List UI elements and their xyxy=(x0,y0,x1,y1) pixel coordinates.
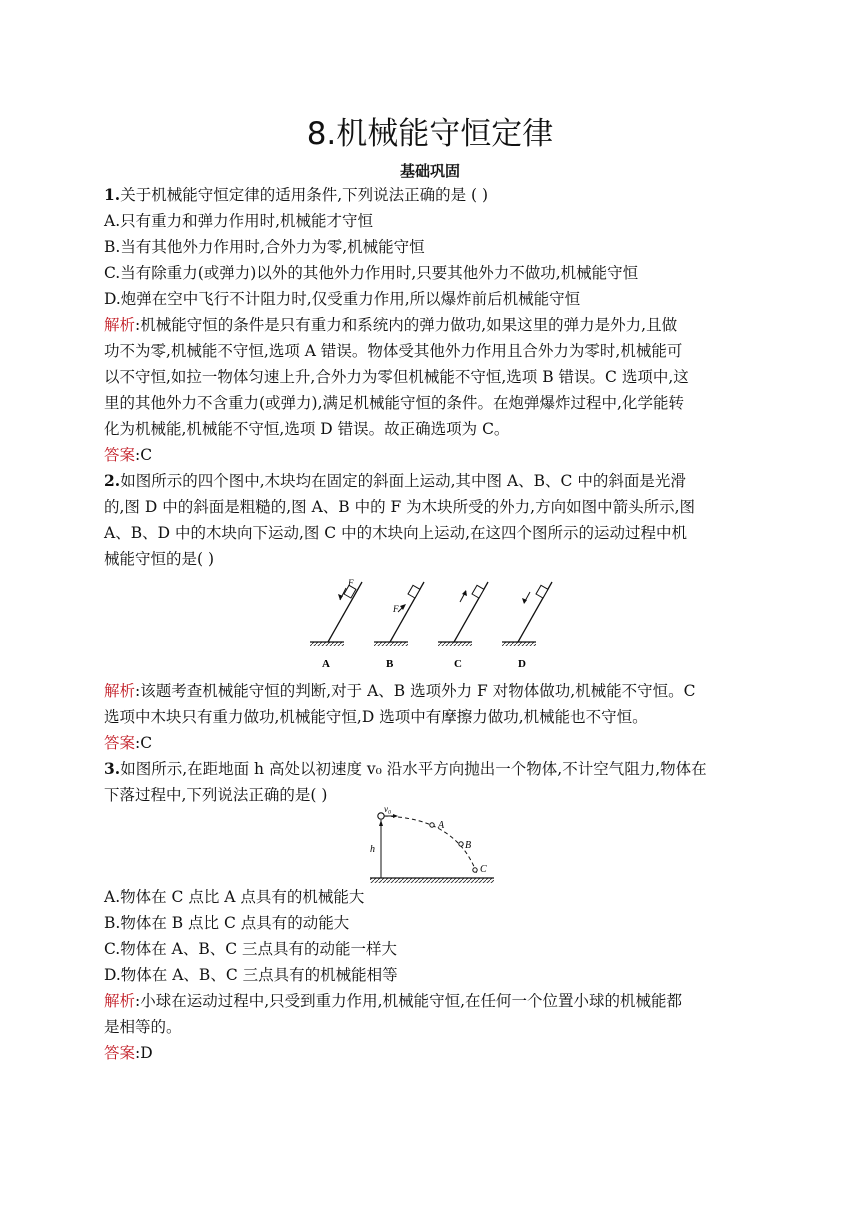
h-label: h xyxy=(370,844,375,855)
answer-label: 答案 xyxy=(104,1044,136,1062)
answer-label: 答案 xyxy=(104,734,136,752)
analysis-label: 解析 xyxy=(104,316,136,334)
q1-analysis-line: 里的其他外力不含重力(或弹力),满足机械能守恒的条件。在炮弹爆炸过程中,化学能转 xyxy=(104,394,684,412)
analysis-label: 解析 xyxy=(104,682,136,700)
q1-option-c: C.当有除重力(或弹力)以外的其他外力作用时,只要其他外力不做功,机械能守恒 xyxy=(104,264,639,282)
q2-incline-figure xyxy=(300,572,570,672)
q3-option-b: B.物体在 B 点比 C 点具有的动能大 xyxy=(104,914,350,932)
q1-number: 1. xyxy=(104,185,121,204)
q1-analysis-line: 化为机械能,机械能不守恒,选项 D 错误。故正确选项为 C。 xyxy=(104,420,510,438)
q3-number: 3. xyxy=(104,759,121,778)
q1-option-b: B.当有其他外力作用时,合外力为零,机械能守恒 xyxy=(104,238,425,256)
q1-analysis-line: 以不守恒,如拉一物体匀速上升,合外力为零但机械能不守恒,选项 B 错误。C 选项中,这 xyxy=(104,368,689,386)
force-label-a: F xyxy=(348,578,354,588)
page-title: 8.机械能守恒定律 xyxy=(306,116,554,152)
q3-answer: 答案:D xyxy=(104,1044,153,1062)
q2-stem-line: 2.如图所示的四个图中,木块均在固定的斜面上运动,其中图 A、B、C 中的斜面是光滑 xyxy=(104,471,686,490)
figure-label-a: A xyxy=(322,658,330,670)
incline-c xyxy=(438,582,488,670)
q3-analysis-line: 是相等的。 xyxy=(104,1018,182,1036)
v0-label: v₀ xyxy=(384,804,392,814)
q1-stem: 1.关于机械能守恒定律的适用条件,下列说法正确的是 ( ) xyxy=(104,185,489,204)
q2-analysis-line: 解析:该题考查机械能守恒的判断,对于 A、B 选项外力 F 对物体做功,机械能不守恒。C xyxy=(104,682,696,700)
incline-b xyxy=(374,582,424,670)
q1-answer: 答案:C xyxy=(104,446,153,464)
q1-analysis-line: 解析:机械能守恒的条件是只有重力和系统内的弹力做功,如果这里的弹力是外力,且做 xyxy=(104,316,678,334)
q2-stem-line: A、B、D 中的木块向下运动,图 C 中的木块向上运动,在这四个图所示的运动过程中机 xyxy=(104,524,688,542)
q1-analysis-line: 功不为零,机械能不守恒,选项 A 错误。物体受其他外力作用且合外力为零时,机械能可 xyxy=(104,342,683,360)
point-b-label: B xyxy=(465,840,472,851)
analysis-label: 解析 xyxy=(104,992,136,1010)
figure-label-d: D xyxy=(518,658,526,670)
section-heading: 基础巩固 xyxy=(399,162,460,180)
incline-a xyxy=(310,578,362,670)
answer-label: 答案 xyxy=(104,446,136,464)
q1-option-a: A.只有重力和弹力作用时,机械能才守恒 xyxy=(104,212,374,230)
q3-projectile-figure xyxy=(362,804,502,886)
q3-option-a: A.物体在 C 点比 A 点具有的机械能大 xyxy=(104,888,365,906)
figure-label-b: B xyxy=(386,658,394,670)
q1-option-d: D.炮弹在空中飞行不计阻力时,仅受重力作用,所以爆炸前后机械能守恒 xyxy=(104,290,581,308)
q3-option-d: D.物体在 A、B、C 三点具有的机械能相等 xyxy=(104,966,398,984)
point-a-label: A xyxy=(438,820,445,831)
q3-analysis-line: 解析:小球在运动过程中,只受到重力作用,机械能守恒,在任何一个位置小球的机械能都 xyxy=(104,992,683,1010)
q2-answer: 答案:C xyxy=(104,734,153,752)
point-c-label: C xyxy=(480,864,487,875)
incline-d xyxy=(502,582,552,670)
q2-analysis-line: 选项中木块只有重力做功,机械能守恒,D 选项中有摩擦力做功,机械能也不守恒。 xyxy=(104,708,648,726)
figure-label-c: C xyxy=(454,658,462,670)
force-label-b: F xyxy=(393,604,399,614)
q3-option-c: C.物体在 A、B、C 三点具有的动能一样大 xyxy=(104,940,398,958)
q2-stem-line: 械能守恒的是( ) xyxy=(104,550,215,568)
q2-number: 2. xyxy=(104,471,121,490)
q3-stem-line: 3.如图所示,在距地面 h 高处以初速度 v₀ 沿水平方向抛出一个物体,不计空气阻力,物体在 xyxy=(104,759,707,778)
q3-stem-line: 下落过程中,下列说法正确的是( ) xyxy=(104,786,328,804)
q2-stem-line: 的,图 D 中的斜面是粗糙的,图 A、B 中的 F 为木块所受的外力,方向如图中箭头所示,图 xyxy=(104,498,696,516)
